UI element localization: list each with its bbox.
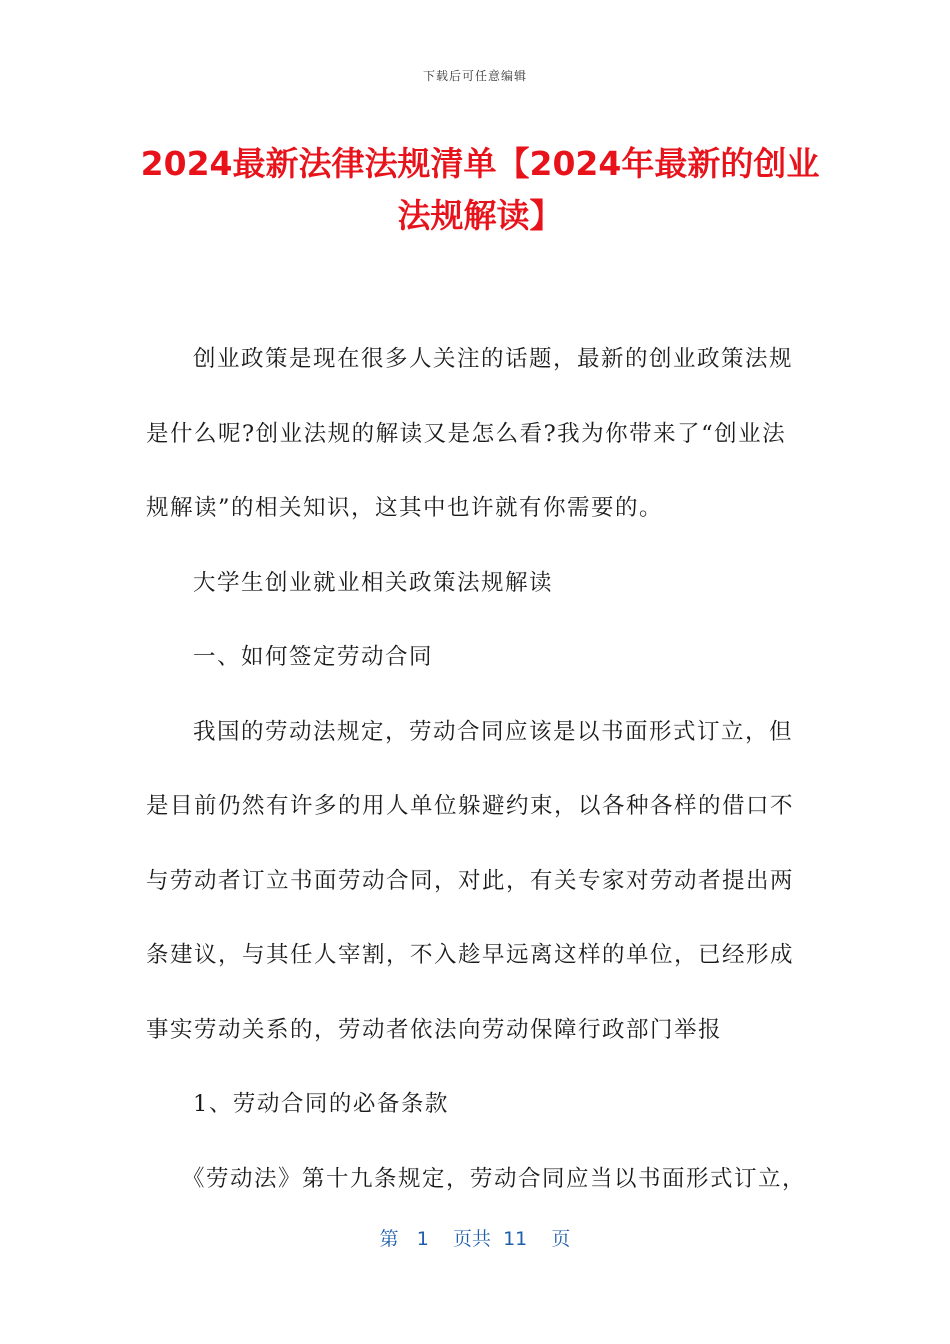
paragraph-section-heading: 大学生创业就业相关政策法规解读 (193, 569, 554, 596)
header-note: 下载后可任意编辑 (422, 69, 527, 83)
document-title: 2024最新法律法规清单【2024年最新的创业法规解读】 (140, 144, 820, 235)
paragraph-labor-law-article: 《劳动法》第十九条规定，劳动合同应当以书面形式订立， (182, 1165, 807, 1192)
paragraph-intro: 创业政策是现在很多人关注的话题，最新的创业政策法规是什么呢?创业法规的解读又是怎么看?我为你带来了“创业法规解读”的相关知识，这其中也许就有你需要的。 (146, 346, 794, 521)
footer-total-pages: 11 (503, 1228, 528, 1250)
page-footer (0, 1224, 950, 1251)
document-body (146, 322, 806, 1216)
paragraph-subheading: 一、如何签定劳动合同 (193, 644, 434, 670)
paragraph-clause-heading: 1、劳动合同的必备条款 (193, 1091, 449, 1117)
footer-middle: 页共 (452, 1228, 491, 1250)
footer-suffix: 页 (551, 1228, 571, 1250)
footer-current-page: 1 (416, 1228, 429, 1250)
paragraph-labor-contract: 我国的劳动法规定，劳动合同应该是以书面形式订立，但是目前仍然有许多的用人单位躲避约束，以各种各样的借口不与劳动者订立书面劳动合同，对此，有关专家对劳动者提出两条建议，与其任人宰割，不入趁早远离这样的单位，已经形成事实劳动关系的，劳动者依法向劳动保障行政部门举报 (146, 718, 795, 1043)
footer-prefix: 第 (379, 1228, 399, 1250)
